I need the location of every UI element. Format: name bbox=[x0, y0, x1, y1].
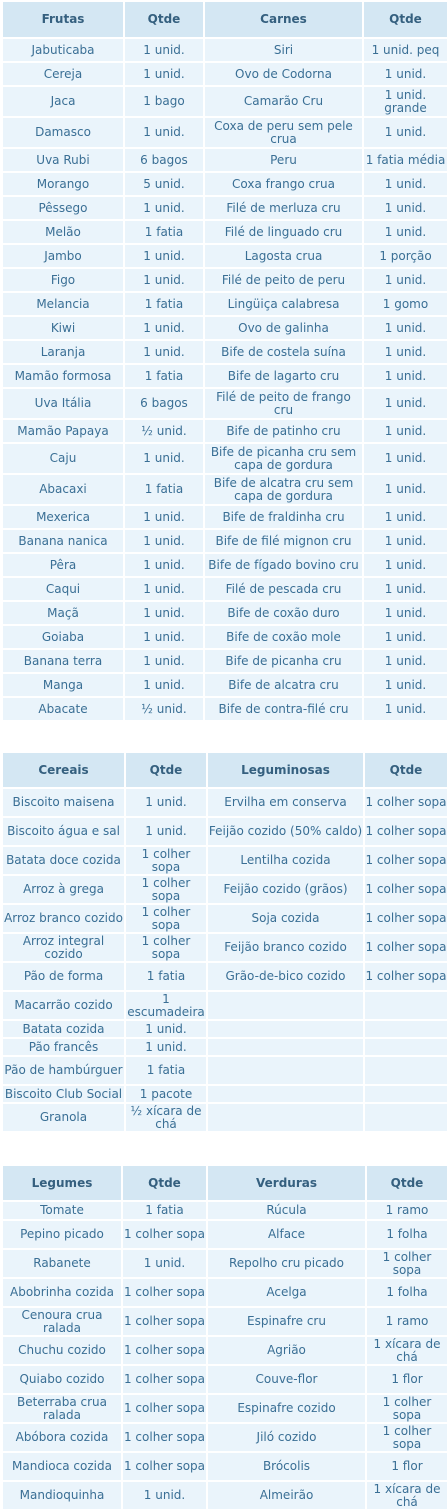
table-cell-item: Ovo de galinha bbox=[205, 317, 362, 339]
table-cell-qtde: 1 porção bbox=[364, 245, 447, 267]
legumes-verduras-table bbox=[3, 1166, 446, 1509]
table-cell-qtde: 1 fatia bbox=[125, 293, 203, 315]
table-cell-qtde: 1 colher sopa bbox=[365, 818, 447, 845]
table-cell-item: Lagosta crua bbox=[205, 245, 362, 267]
table-cell-item: Mandioquinha bbox=[3, 1482, 121, 1509]
table-cell-item: Feijão branco cozido bbox=[208, 934, 363, 961]
table-cell-qtde bbox=[365, 1104, 447, 1131]
table-cell-item: Siri bbox=[205, 39, 362, 61]
table-cell-item: Grão-de-bico cozido bbox=[208, 963, 363, 990]
table-cell-item: Abobrinha cozida bbox=[3, 1279, 121, 1306]
table-cell-item: Repolho cru picado bbox=[208, 1250, 365, 1277]
table-cell-item: Agrião bbox=[208, 1337, 365, 1364]
table-cell-qtde: 1 unid. bbox=[364, 420, 447, 442]
table-cell-item: Melancia bbox=[3, 293, 123, 315]
table-cell-qtde: 1 unid. bbox=[364, 269, 447, 291]
table-cell-item: Banana nanica bbox=[3, 530, 123, 552]
table-cell-qtde: 1 unid. bbox=[125, 650, 203, 672]
table-cell-item bbox=[208, 1039, 363, 1055]
table-cell-item: Pão francês bbox=[3, 1039, 124, 1055]
table-cell-qtde: 1 unid. bbox=[125, 341, 203, 363]
table-cell-qtde: 1 unid. bbox=[126, 789, 206, 816]
table-cell-item: Jabuticaba bbox=[3, 39, 123, 61]
table-cell-qtde: 1 unid. bbox=[123, 1482, 206, 1509]
table-cell-qtde: 1 unid. bbox=[125, 674, 203, 696]
table-cell-item: Caju bbox=[3, 444, 123, 473]
table-cell-item: Bife de picanha cru bbox=[205, 650, 362, 672]
frutas-carnes-grid bbox=[3, 2, 446, 720]
table-cell-qtde: ½ xícara de chá bbox=[126, 1104, 206, 1131]
table-cell-qtde: 1 unid. bbox=[364, 341, 447, 363]
table-cell-qtde: 1 colher sopa bbox=[365, 905, 447, 932]
table-cell-item: Manga bbox=[3, 674, 123, 696]
table-cell-qtde: 1 unid. bbox=[364, 118, 447, 147]
table-cell-qtde: 1 unid. bbox=[364, 173, 447, 195]
table-cell-item: Laranja bbox=[3, 341, 123, 363]
table-cell-item: Mandioca cozida bbox=[3, 1453, 121, 1480]
table-cell-qtde: 1 xícara de chá bbox=[367, 1337, 447, 1364]
table-cell-item bbox=[208, 1086, 363, 1102]
table-cell-qtde: 1 colher sopa bbox=[123, 1366, 206, 1393]
table-cell-item: Maçã bbox=[3, 602, 123, 624]
table-cell-qtde: 1 colher sopa bbox=[123, 1221, 206, 1248]
table-cell-qtde: 1 xícara de chá bbox=[367, 1482, 447, 1509]
table-cell-qtde: 1 unid. bbox=[364, 626, 447, 648]
table-cell-item: Tomate bbox=[3, 1202, 121, 1219]
table-cell-item: Filé de linguado cru bbox=[205, 221, 362, 243]
table-cell-item: Biscoito Club Social bbox=[4, 1086, 123, 1101]
table-cell-qtde: 6 bagos bbox=[125, 149, 203, 171]
table-cell-item: Feijão cozido (grãos) bbox=[208, 876, 363, 903]
table-cell-item: Lentilha cozida bbox=[208, 847, 363, 874]
table-cell-qtde: 1 unid. bbox=[126, 818, 206, 845]
table-cell-item: Melão bbox=[3, 221, 123, 243]
table-cell-qtde: 1 colher sopa bbox=[126, 934, 206, 961]
table-cell-qtde: ½ unid. bbox=[125, 420, 203, 442]
table-cell-qtde: ½ unid. bbox=[125, 698, 203, 720]
table-cell-qtde: 1 flor bbox=[367, 1453, 447, 1480]
table-cell-item: Alface bbox=[208, 1221, 365, 1248]
cereais-leguminosas-table bbox=[3, 753, 446, 1131]
table-cell-item: Bife de fraldinha cru bbox=[205, 506, 362, 528]
table-cell-qtde bbox=[365, 992, 447, 1019]
table-cell-qtde: 1 unid. bbox=[364, 650, 447, 672]
table-cell-item: Macarrão cozido bbox=[3, 992, 124, 1019]
table-cell-qtde: 1 folha bbox=[367, 1221, 447, 1248]
table-cell-qtde: 1 colher sopa bbox=[126, 876, 206, 903]
table-cell-qtde: 1 ramo bbox=[367, 1308, 447, 1335]
column-header: Carnes bbox=[205, 2, 362, 37]
table-cell-item: Camarão Cru bbox=[205, 87, 362, 116]
table-cell-item: Cereja bbox=[3, 63, 123, 85]
table-cell-qtde: 1 fatia bbox=[125, 365, 203, 387]
table-cell-item: Ovo de Codorna bbox=[205, 63, 362, 85]
column-header: Qtde bbox=[364, 2, 447, 37]
table-cell-qtde: 1 bago bbox=[125, 87, 203, 116]
table-cell-item: Kiwi bbox=[3, 317, 123, 339]
table-cell-item: Bife de fígado bovino cru bbox=[205, 554, 362, 576]
column-header: Qtde bbox=[123, 1166, 206, 1200]
table-cell-item: Pão de forma bbox=[3, 963, 124, 990]
table-cell-qtde: 1 unid. bbox=[125, 245, 203, 267]
table-cell-qtde: 1 unid. bbox=[125, 39, 203, 61]
table-cell-qtde bbox=[365, 1086, 447, 1102]
table-cell-qtde: 1 unid. bbox=[125, 317, 203, 339]
table-cell-qtde: 1 unid. bbox=[364, 602, 447, 624]
table-cell-qtde: 1 unid. bbox=[126, 1021, 206, 1037]
table-cell-item: Espinafre cozido bbox=[208, 1395, 365, 1422]
table-cell-item: Jaca bbox=[3, 87, 123, 116]
table-cell-item: Damasco bbox=[3, 118, 123, 147]
table-cell-item: Quiabo cozido bbox=[3, 1366, 121, 1393]
table-cell-item bbox=[208, 1057, 363, 1084]
table-cell-item: Couve-flor bbox=[208, 1366, 365, 1393]
column-header: Leguminosas bbox=[208, 753, 363, 787]
table-cell-item: Beterraba crua ralada bbox=[3, 1395, 121, 1422]
table-cell-item: Uva Itália bbox=[3, 389, 123, 418]
table-cell-qtde: 1 fatia bbox=[123, 1202, 206, 1219]
table-cell-qtde bbox=[365, 1021, 447, 1037]
table-cell-item: Pepino picado bbox=[3, 1221, 121, 1248]
table-cell-qtde: 1 unid. bbox=[125, 269, 203, 291]
table-cell-qtde: 1 unid. bbox=[364, 506, 447, 528]
table-cell-item: Arroz branco cozido bbox=[3, 905, 124, 932]
table-cell-item: Jambo bbox=[3, 245, 123, 267]
column-header: Frutas bbox=[3, 2, 123, 37]
cereais-leguminosas-grid bbox=[3, 753, 446, 1131]
table-cell-item: Pêra bbox=[3, 554, 123, 576]
table-cell-qtde: 1 flor bbox=[367, 1366, 447, 1393]
table-cell-item: Brócolis bbox=[208, 1453, 365, 1480]
table-cell-qtde: 1 colher sopa bbox=[367, 1395, 447, 1422]
table-cell-qtde: 1 unid. peq bbox=[364, 39, 447, 61]
table-cell-qtde bbox=[365, 1039, 447, 1055]
column-header: Qtde bbox=[365, 753, 447, 787]
table-cell-qtde: 1 escumadeira bbox=[127, 992, 205, 1019]
table-cell-item: Batata doce cozida bbox=[3, 847, 124, 874]
table-cell-qtde: 1 colher sopa bbox=[123, 1308, 206, 1335]
table-cell-qtde: 1 colher sopa bbox=[123, 1337, 206, 1364]
table-cell-item: Coxa frango crua bbox=[205, 173, 362, 195]
column-header: Qtde bbox=[125, 2, 203, 37]
table-cell-item: Abóbora cozida bbox=[3, 1424, 121, 1451]
table-cell-item: Bife de costela suína bbox=[205, 341, 362, 363]
table-cell-item: Peru bbox=[205, 149, 362, 171]
table-cell-item: Cenoura crua ralada bbox=[3, 1308, 121, 1335]
table-cell-qtde: 1 ramo bbox=[367, 1202, 447, 1219]
table-cell-item: Filé de merluza cru bbox=[205, 197, 362, 219]
table-cell-qtde: 1 unid. bbox=[125, 602, 203, 624]
table-cell-qtde: 1 unid. grande bbox=[364, 87, 447, 116]
table-cell-qtde: 1 colher sopa bbox=[365, 847, 447, 874]
table-cell-item: Pêssego bbox=[3, 197, 123, 219]
table-cell-qtde: 1 colher sopa bbox=[123, 1395, 206, 1422]
table-cell-item: Espinafre cru bbox=[208, 1308, 365, 1335]
table-cell-item: Almeirão bbox=[208, 1482, 365, 1509]
table-cell-qtde: 1 gomo bbox=[364, 293, 447, 315]
table-cell-item: Bife de contra-filé cru bbox=[205, 698, 362, 720]
table-cell-qtde: 1 colher sopa bbox=[367, 1250, 447, 1277]
table-cell-qtde: 1 unid. bbox=[125, 197, 203, 219]
table-cell-qtde: 1 colher sopa bbox=[367, 1424, 447, 1451]
table-cell-item: Bife de alcatra cru bbox=[205, 674, 362, 696]
column-header: Legumes bbox=[3, 1166, 121, 1200]
table-cell-qtde: 5 unid. bbox=[125, 173, 203, 195]
table-cell-item: Granola bbox=[3, 1104, 124, 1131]
frutas-carnes-table bbox=[3, 2, 446, 720]
table-cell-qtde: 1 colher sopa bbox=[365, 963, 447, 990]
table-cell-qtde: 1 unid. bbox=[364, 554, 447, 576]
table-cell-item: Bife de filé mignon cru bbox=[205, 530, 362, 552]
table-cell-item bbox=[208, 992, 363, 1019]
table-cell-qtde: 1 fatia bbox=[125, 475, 203, 504]
table-cell-item: Abacate bbox=[3, 698, 123, 720]
table-cell-qtde: 1 unid. bbox=[364, 674, 447, 696]
table-cell-qtde: 1 unid. bbox=[125, 444, 203, 473]
table-cell-item: Bife de alcatra cru sem capa de gordura bbox=[205, 475, 362, 504]
table-cell-item: Bife de picanha cru sem capa de gordura bbox=[205, 444, 362, 473]
table-cell-item: Acelga bbox=[208, 1279, 365, 1306]
table-cell-qtde: 6 bagos bbox=[125, 389, 203, 418]
table-cell-qtde: 1 fatia bbox=[125, 221, 203, 243]
table-cell-qtde: 1 unid. bbox=[364, 578, 447, 600]
table-cell-qtde: 1 fatia bbox=[126, 963, 206, 990]
table-cell-item: Rúcula bbox=[208, 1202, 365, 1219]
table-cell-qtde: 1 unid. bbox=[364, 389, 447, 418]
table-cell-qtde: 1 colher sopa bbox=[365, 934, 447, 961]
table-cell-item: Arroz à grega bbox=[3, 876, 124, 903]
table-cell-qtde: 1 unid. bbox=[364, 63, 447, 85]
table-cell-qtde: 1 unid. bbox=[125, 578, 203, 600]
table-cell-item: Feijão cozido (50% caldo) bbox=[208, 818, 363, 845]
table-cell-item: Ervilha em conserva bbox=[208, 789, 363, 816]
table-cell-qtde: 1 colher sopa bbox=[123, 1279, 206, 1306]
table-cell-item: Filé de peito de peru bbox=[205, 269, 362, 291]
table-cell-item bbox=[208, 1021, 363, 1037]
table-cell-item: Biscoito água e sal bbox=[3, 818, 124, 845]
table-cell-qtde: 1 unid. bbox=[364, 221, 447, 243]
table-cell-item: Batata cozida bbox=[3, 1021, 124, 1037]
table-cell-item: Coxa de peru sem pele crua bbox=[205, 118, 362, 147]
table-cell-qtde: 1 unid. bbox=[364, 530, 447, 552]
table-cell-item: Mexerica bbox=[3, 506, 123, 528]
table-cell-qtde: 1 unid. bbox=[126, 1039, 206, 1055]
table-cell-qtde: 1 colher sopa bbox=[126, 847, 206, 874]
table-cell-qtde: 1 unid. bbox=[125, 530, 203, 552]
table-cell-item: Filé de pescada cru bbox=[205, 578, 362, 600]
table-cell-item: Filé de peito de frango cru bbox=[205, 389, 362, 418]
column-header: Cereais bbox=[3, 753, 124, 787]
column-header: Qtde bbox=[367, 1166, 447, 1200]
table-cell-item: Chuchu cozido bbox=[3, 1337, 121, 1364]
table-cell-qtde: 1 unid. bbox=[364, 698, 447, 720]
table-cell-item: Lingüiça calabresa bbox=[205, 293, 362, 315]
table-cell-qtde: 1 colher sopa bbox=[365, 876, 447, 903]
table-cell-item: Figo bbox=[3, 269, 123, 291]
column-header: Qtde bbox=[126, 753, 206, 787]
table-cell-item: Caqui bbox=[3, 578, 123, 600]
legumes-verduras-grid bbox=[3, 1166, 446, 1509]
table-cell-qtde: 1 unid. bbox=[125, 554, 203, 576]
table-cell-item: Jiló cozido bbox=[208, 1424, 365, 1451]
table-cell-qtde: 1 folha bbox=[367, 1279, 447, 1306]
table-cell-item: Banana terra bbox=[3, 650, 123, 672]
table-cell-item: Morango bbox=[3, 173, 123, 195]
table-cell-qtde: 1 colher sopa bbox=[123, 1424, 206, 1451]
table-cell-qtde: 1 colher sopa bbox=[126, 905, 206, 932]
table-cell-item: Uva Rubi bbox=[3, 149, 123, 171]
table-cell-qtde: 1 unid. bbox=[125, 63, 203, 85]
table-cell-qtde: 1 fatia média bbox=[364, 149, 447, 171]
table-cell-item bbox=[208, 1104, 363, 1131]
table-cell-qtde: 1 pacote bbox=[126, 1086, 206, 1102]
table-cell-qtde: 1 colher sopa bbox=[365, 789, 447, 816]
table-cell-item: Arroz integral cozido bbox=[3, 934, 124, 961]
table-cell-item: Biscoito maisena bbox=[3, 789, 124, 816]
table-cell-qtde: 1 unid. bbox=[364, 475, 447, 504]
table-cell-qtde: 1 unid. bbox=[125, 118, 203, 147]
table-cell-item: Goiaba bbox=[3, 626, 123, 648]
table-cell-item: Abacaxi bbox=[3, 475, 123, 504]
table-cell-item: Pão de hambúrguer bbox=[3, 1057, 124, 1084]
table-cell-item: Bife de lagarto cru bbox=[205, 365, 362, 387]
table-cell-qtde: 1 unid. bbox=[125, 626, 203, 648]
table-cell-qtde: 1 unid. bbox=[364, 317, 447, 339]
table-cell-qtde: 1 unid. bbox=[364, 365, 447, 387]
table-cell-item: Bife de patinho cru bbox=[205, 420, 362, 442]
table-cell-qtde bbox=[365, 1057, 447, 1084]
table-cell-qtde: 1 unid. bbox=[364, 444, 447, 473]
column-header: Verduras bbox=[208, 1166, 365, 1200]
table-cell-item: Mamão formosa bbox=[3, 365, 123, 387]
table-cell-qtde: 1 unid. bbox=[123, 1250, 206, 1277]
table-cell-item: Bife de coxão mole bbox=[205, 626, 362, 648]
table-cell-qtde: 1 fatia bbox=[126, 1057, 206, 1084]
table-cell-qtde: 1 unid. bbox=[125, 506, 203, 528]
table-cell-item: Rabanete bbox=[3, 1250, 121, 1277]
table-cell-item: Bife de coxão duro bbox=[205, 602, 362, 624]
table-cell-item: Soja cozida bbox=[208, 905, 363, 932]
table-cell-qtde: 1 unid. bbox=[364, 197, 447, 219]
table-cell-qtde: 1 colher sopa bbox=[123, 1453, 206, 1480]
table-cell-item: Mamão Papaya bbox=[3, 420, 123, 442]
